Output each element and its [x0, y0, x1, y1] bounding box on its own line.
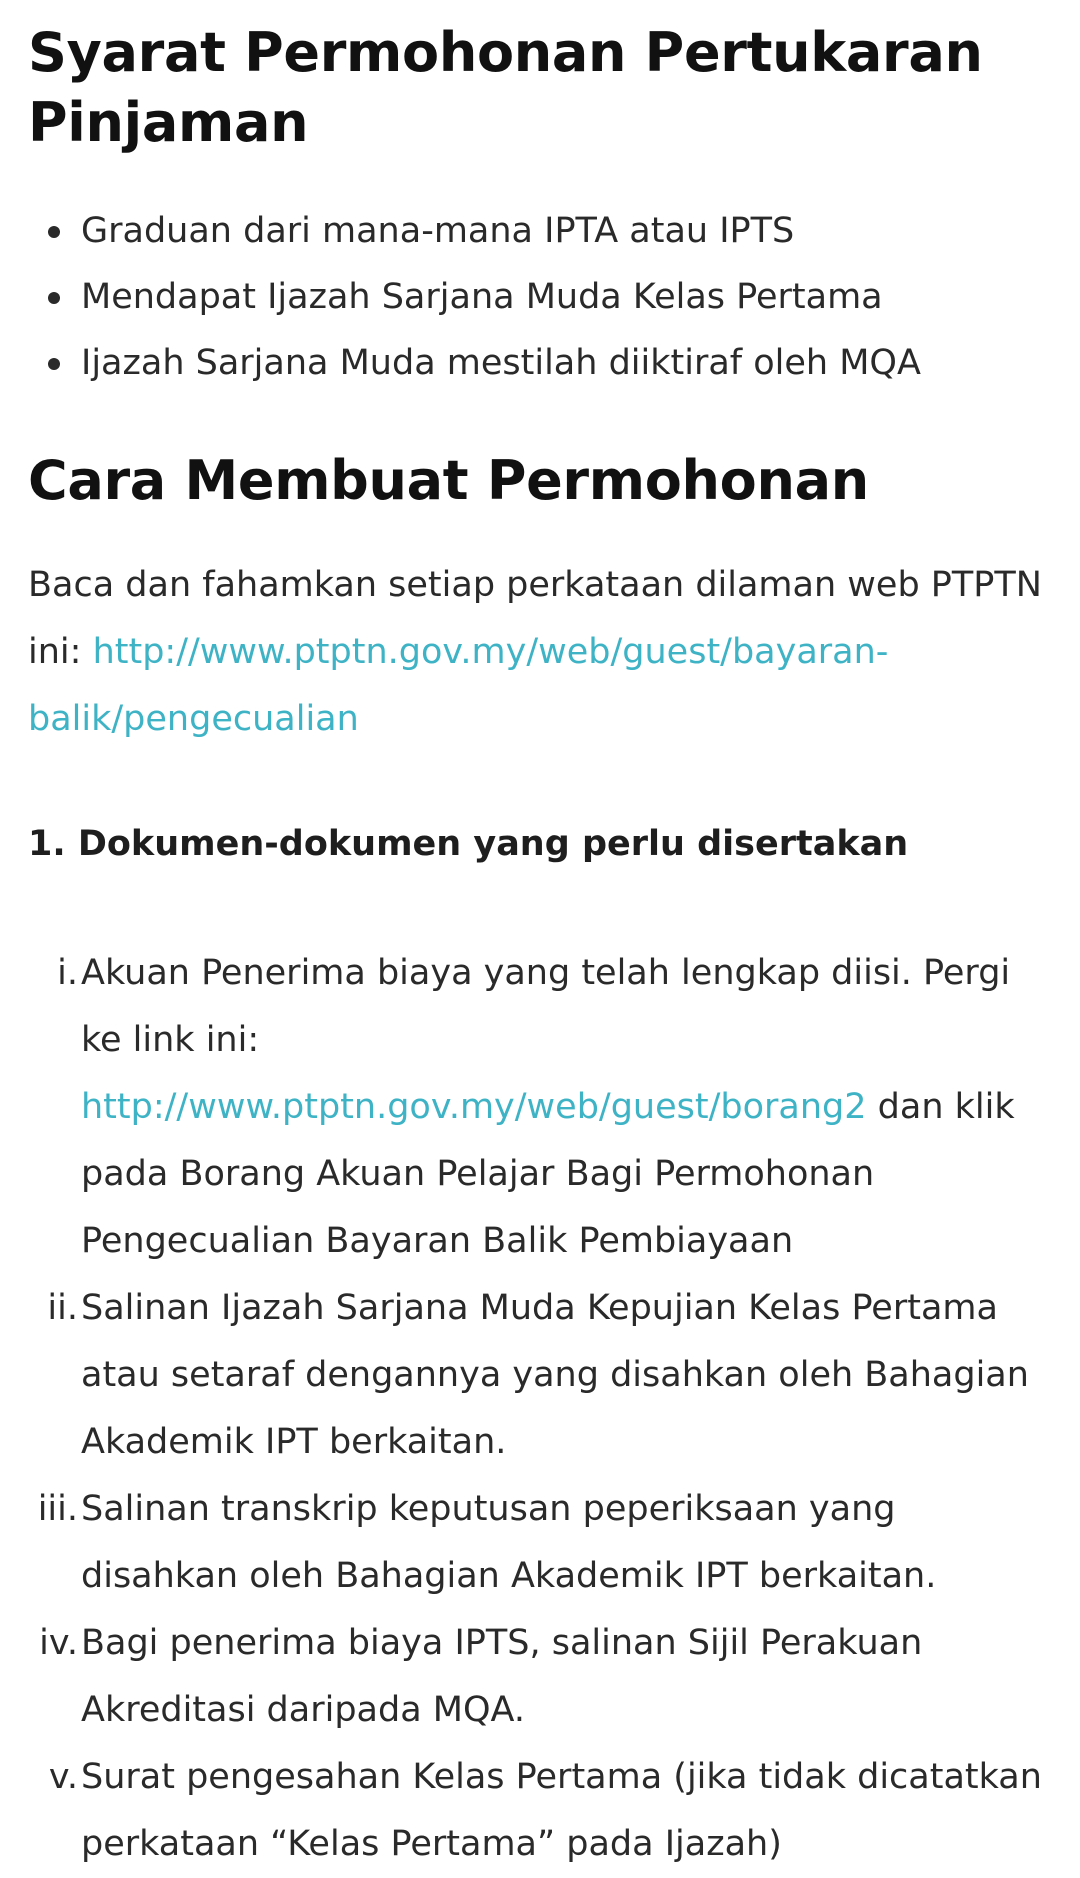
ptptn-pengecualian-link[interactable]: [28, 632, 888, 739]
intro-paragraph: [28, 552, 1052, 753]
list-item-text: Mendapat Ijazah Sarjana Muda Kelas Pertama: [81, 277, 883, 317]
list-item-text: Graduan dari mana-mana IPTA atau IPTS: [81, 211, 795, 251]
intro-text: Baca dan fahamkan setiap perkataan dilaman web PTPTN: [28, 565, 1042, 605]
list-item: [28, 264, 1052, 330]
list-item-text: Ijazah Sarjana Muda mestilah diiktiraf oleh MQA: [81, 343, 921, 383]
list-item: [28, 330, 1052, 396]
section-title-line-1: Syarat Permohonan Pertukaran: [28, 21, 983, 84]
list-item: [28, 940, 1052, 1275]
list-item-text: Bagi penerima biaya IPTS, salinan Sijil Perakuan Akreditasi daripada MQA.: [81, 1623, 923, 1730]
bullet-dot-icon: [48, 292, 60, 304]
documents-list: [28, 940, 1052, 1878]
list-item-number: iii.: [37, 1489, 78, 1529]
list-item-text: Salinan transkrip keputusan peperiksaan yang disahkan oleh Bahagian Akademik IPT berkaitan.: [81, 1489, 937, 1596]
list-item-text: Surat pengesahan Kelas Pertama (jika tidak dicatatkan perkataan “Kelas Pertama” pada Ijazah): [81, 1757, 1042, 1864]
section-title-line-2: Pinjaman: [28, 91, 309, 154]
bullet-dot-icon: [48, 358, 60, 370]
list-item: [28, 1610, 1052, 1744]
documents-subheading: 1. Dokumen-dokumen yang perlu disertakan: [28, 824, 909, 864]
list-item: [28, 1275, 1052, 1476]
list-item: [28, 198, 1052, 264]
list-item: [28, 1744, 1052, 1878]
list-item-number: v.: [48, 1757, 78, 1797]
intro-text: ini:: [28, 632, 93, 672]
list-item-number: iv.: [39, 1623, 78, 1663]
list-item: [28, 1476, 1052, 1610]
list-item-number: ii.: [47, 1288, 78, 1328]
borang2-link[interactable]: http://www.ptptn.gov.my/web/guest/borang2: [81, 1087, 867, 1127]
link-text: balik/pengecualian: [28, 699, 359, 739]
list-item-text: Akuan Penerima biaya yang telah lengkap diisi. Pergi ke link ini:: [81, 953, 1011, 1060]
bullet-dot-icon: [48, 226, 60, 238]
section-title-cara: Cara Membuat Permohonan: [28, 449, 869, 512]
list-item-text: Salinan Ijazah Sarjana Muda Kepujian Kelas Pertama atau setaraf dengannya yang disahkan oleh Bahagian Akademik IPT berkaitan.: [81, 1288, 1029, 1462]
list-item-number: i.: [57, 953, 78, 993]
requirements-list: [28, 198, 1052, 396]
link-text: http://www.ptptn.gov.my/web/guest/bayaran-: [92, 632, 889, 672]
section-title-syarat: [28, 0, 1052, 158]
list-item-text: dan klik pada Borang Akuan Pelajar Bagi Permohonan Pengecualian Bayaran Balik Pembiayaan: [81, 1087, 1015, 1261]
